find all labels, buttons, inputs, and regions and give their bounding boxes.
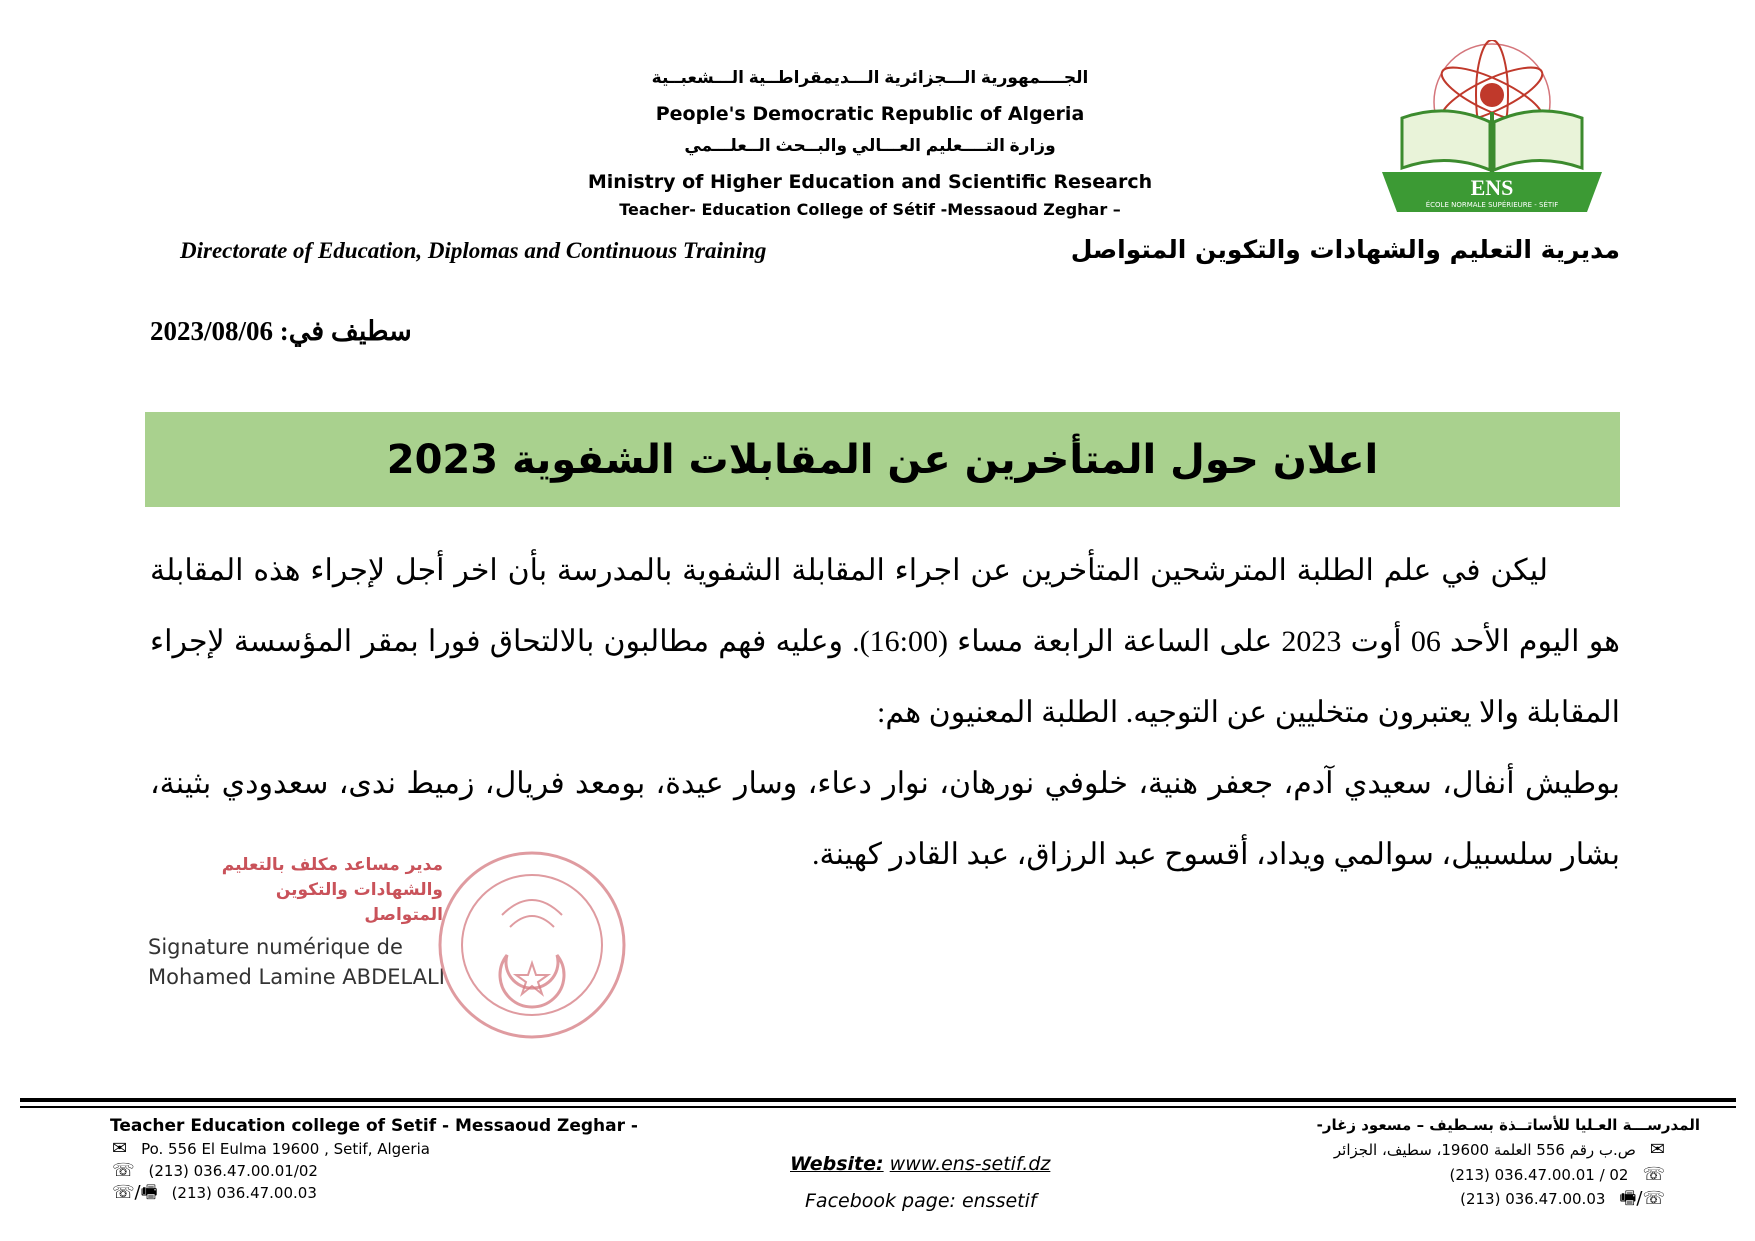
body-paragraph-1: ليكن في علم الطلبة المترشحين المتأخرين عن اجراء المقابلة الشفوية بالمدرسة بأن اخر أجل لإجراء هذه المقابلة هو اليوم الأحد 06 أوت 2023 على الساعة الرابعة مساء (16:00). وعليه فهم مطالبون بالالتحاق فورا بمقر المؤسسة لإجراء المقابلة والا يعتبرون متخليين عن التوجيه. الطلبة المعنيون هم:	[150, 554, 1621, 729]
footer-website	[790, 1153, 1050, 1175]
footer-left-address-row	[112, 1140, 430, 1158]
envelope-icon: ✉	[1649, 1139, 1665, 1160]
title-band	[145, 412, 1620, 507]
phone-fax-icon: 🖷/☏	[1619, 1188, 1665, 1209]
phone-icon: ☏	[1642, 1164, 1665, 1185]
footer-college-english: Teacher Education college of Setif - Messaoud Zeghar -	[110, 1116, 638, 1136]
header-college-line: Teacher- Education College of Sétif -Messaoud Zeghar –	[619, 200, 1121, 219]
footer-rule-thin	[20, 1106, 1736, 1108]
date-value: 2023/08/06	[150, 316, 274, 346]
signature-name: Mohamed Lamine ABDELALI	[148, 965, 445, 989]
logo-subtext: ÉCOLE NORMALE SUPÉRIEURE - SÉTIF	[1425, 201, 1559, 209]
document-date	[150, 316, 412, 347]
footer-college-arabic: المدرســـة العـليا للأساتــذة بسـطيف – مسعود زغار-	[1316, 1116, 1700, 1134]
footer-left-phone: (213) 036.47.00.01/02	[148, 1162, 318, 1180]
footer-right-address-row	[1334, 1141, 1665, 1159]
announcement-title: اعلان حول المتأخرين عن المقابلات الشفوية 2023	[386, 436, 1379, 483]
footer-left-phone-row	[112, 1162, 318, 1180]
footer-right-phone-row	[1450, 1166, 1666, 1184]
signature-title-arabic	[198, 853, 443, 928]
footer-left-fax-row	[112, 1184, 317, 1202]
announcement-body	[150, 535, 1620, 890]
logo-text: ENS	[1470, 175, 1514, 200]
signature-line-1: Signature numérique de	[148, 935, 403, 959]
footer-left-fax: (213) 036.47.00.03	[171, 1184, 317, 1202]
phone-fax-icon: ☏/🖷	[112, 1182, 158, 1203]
header-republic-english: People's Democratic Republic of Algeria	[655, 103, 1085, 125]
footer-right-fax-row	[1460, 1190, 1665, 1208]
footer-right-fax: (213) 036.47.00.03	[1460, 1190, 1606, 1208]
footer-facebook: Facebook page: enssetif	[805, 1190, 1037, 1212]
student-names-list: بوطيش أنفال، سعيدي آدم، جعفر هنية، خلوفي نورهان، نوار دعاء، وسار عيدة، بومعد فريال، زميط ندى، سعدودي بثينة، بشار سلسبيل، سوالمي ويداد، أقسوح عبد الرزاق، عبد القادر كهينة.	[150, 767, 1620, 871]
footer-right-address: ص.ب رقم 556 العلمة 19600، سطيف، الجزائر	[1333, 1141, 1636, 1159]
directorate-arabic: مديرية التعليم والشهادات والتكوين المتواصل	[1070, 235, 1620, 264]
official-stamp	[432, 845, 632, 1045]
website-label: Website:	[790, 1153, 884, 1175]
ens-setif-logo	[1362, 40, 1622, 215]
directorate-english: Directorate of Education, Diplomas and Continuous Training	[180, 238, 767, 263]
signature-title-line-1: مدير مساعد مكلف بالتعليم	[221, 855, 443, 875]
footer-rule-thick	[20, 1098, 1736, 1102]
footer-right-phone: (213) 036.47.00.01 / 02	[1449, 1166, 1629, 1184]
digital-signature-text	[148, 932, 445, 992]
header-ministry-english: Ministry of Higher Education and Scientific Research	[587, 171, 1153, 193]
header-ministry-arabic: وزارة التــــعليم العـــالي والبــحث الــعلـــمي	[684, 136, 1056, 155]
header-republic-arabic: الجــــمهورية الـــجزائرية الـــديمقراطــية الـــشعبــية	[651, 68, 1089, 87]
envelope-icon: ✉	[112, 1138, 128, 1159]
website-link[interactable]: www.ens-setif.dz	[889, 1153, 1051, 1175]
footer-left-address: Po. 556 El Eulma 19600 , Setif, Algeria	[141, 1140, 430, 1158]
date-label: سطيف في:	[279, 316, 412, 346]
signature-title-line-2: والشهادات والتكوين المتواصل	[275, 880, 443, 925]
phone-icon: ☏	[112, 1160, 135, 1181]
